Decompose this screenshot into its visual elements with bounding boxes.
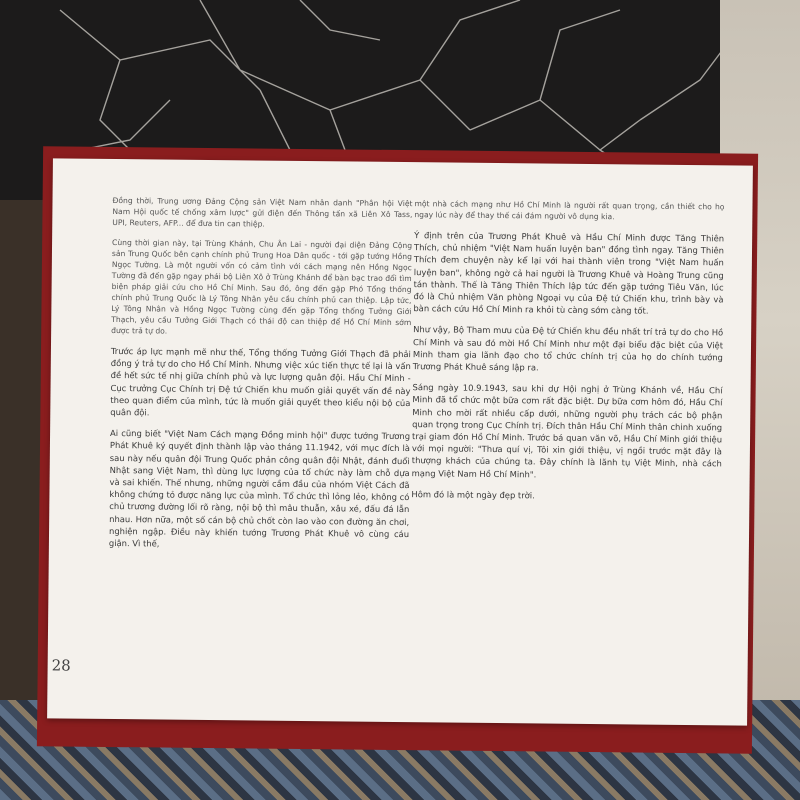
right-paragraph-2: Ý định trên của Trương Phát Khuê và Hầu Chí Minh được Tăng Thiên Thích, chủ nhiệm "Việt Nam huấn luyện ban" đồng tình ngay. Tăng Thiên Thích đem chuyện này kể lại với hai thành viên trong "Việt Nam huấn luyện ban", không ngờ cả hai người là Trương Khuê và Hoàng Trung cũng tán thành. Thế là Tăng Thiên Thích lập tức đến gặp tướng Tiêu Văn, lúc đó là Chủ nhiệm Văn phòng Ngoại vụ của Đệ tứ Chiến khu, trình bày và bàn cách cứu Hồ Chí Minh ra khỏi tù càng sớm càng tốt. <box>413 230 725 316</box>
left-paragraph-3: Trước áp lực mạnh mẽ như thế, Tổng thống Tưởng Giới Thạch đã phải đồng ý trả tự do cho Hồ Chí Minh. Nhưng việc xúc tiến thực tế lại là vấn đề hết sức tế nhị giữa chính phủ và lực lượng quân đội. Hầu Chí Minh - Cục trưởng Cục Chính trị Đệ tứ Chiến khu muốn giải quyết vấn đề này theo quan điểm của mình, tức là muốn giải quyết theo kiểu nội bộ của quân đội. <box>110 345 411 418</box>
page-number: 28 <box>51 656 71 675</box>
left-paragraph-2: Cùng thời gian này, tại Trùng Khánh, Chu Ân Lai - người đại diện Đảng Cộng sản Trung Quốc bên cạnh chính phủ Trung Hoa Dân quốc - tới gặp tướng Hồng Ngọc Tường. Là một người vốn có cảm tình với cách mạng nên Hồng Ngọc Tường đã đến gặp ngay phái bộ Liên Xô ở Trùng Khánh để bàn bạc trao đổi tìm biện pháp giải cứu cho Hồ Chí Minh. Sau đó, ông đến gặp Phó Tổng thống chính phủ Trung Quốc là Lý Tông Nhân yêu cầu chính phủ can thiệp. Lập tức, Lý Tông Nhân và Hồng Ngọc Tường cùng đến gặp Tổng thống Tưởng Giới Thạch, yêu cầu Tưởng Giới Thạch có thái độ can thiệp để Hồ Chí Minh sớm được trả tự do. <box>111 237 413 336</box>
left-column <box>109 195 413 561</box>
left-paragraph-4: Ai cũng biết "Việt Nam Cách mạng Đồng minh hội" được tướng Trương Phát Khuê ký quyết định thành lập vào tháng 11.1942, với mục đích là sau này nếu quân đội Trung Quốc phản công quân đội Nhật, đánh đuổi Nhật sang Việt Nam, thì dùng lực lượng của tổ chức này làm chỗ dựa và sai khiến. Thế nhưng, những người cầm đầu của nhóm Việt Cách đã không chứng tỏ được năng lực của mình. Tổ chức thì lỏng lẻo, không có chủ trương đường lối rõ ràng, nội bộ thì mâu thuẫn, xâu xé, đấu đá lẫn nhau. Hơn nữa, một số cán bộ chủ chốt còn lao vào con đường ăn chơi, nghiện ngập. Điều này khiến tướng Trương Phát Khuê vô cùng cáu giận. Vì thế, <box>108 428 411 549</box>
right-paragraph-5: Hôm đó là một ngày đẹp trời. <box>411 488 535 501</box>
right-paragraph-1: một nhà cách mạng như Hồ Chí Minh là người rất quan trọng, cần thiết cho họ ngay lúc này để thay thế cái đám người vô dụng kia. <box>414 199 725 222</box>
book-page <box>47 158 753 725</box>
right-column <box>411 198 724 512</box>
right-paragraph-4: Sáng ngày 10.9.1943, sau khi dự Hội nghị ở Trùng Khánh về, Hầu Chí Minh đã tổ chức một bữa cơm rất đặc biệt. Dự bữa cơm hôm đó, Hầu Chí Minh cho mời rất nhiều cấp dưới, những người phụ trách các bộ phận quan trọng trong Cục Chính trị. Đích thân Hầu Chí Minh thân chinh xuống trại giam đón Hồ Chí Minh. Trước bá quan văn võ, Hầu Chí Minh giới thiệu với mọi người: "Thưa quí vị, Tôi xin giới thiệu, vị ngồi trước mặt đây là thượng khách của chúng ta. Đây chính là lãnh tụ Việt Minh, nhà cách mạng Việt Nam Hồ Chí Minh". <box>411 382 723 480</box>
left-paragraph-1: Đồng thời, Trung ương Đảng Cộng sản Việt Nam nhân danh "Phân hội Việt Nam Hội quốc tế chống xâm lược" gửi điện đến Thông tấn xã Liên Xô Tass, UPI, Reuters, AFP... để đưa tin can thiệp. <box>112 195 413 229</box>
right-paragraph-3: Như vậy, Bộ Tham mưu của Đệ tứ Chiến khu đều nhất trí trả tự do cho Hồ Chí Minh và sau đó mời Hồ Chí Minh như một đại biểu đặc biệt của Việt Minh tham gia lãnh đạo cho tổ chức chính trị của họ do chính tướng Trương Phát Khuê sáng lập ra. <box>412 324 724 373</box>
